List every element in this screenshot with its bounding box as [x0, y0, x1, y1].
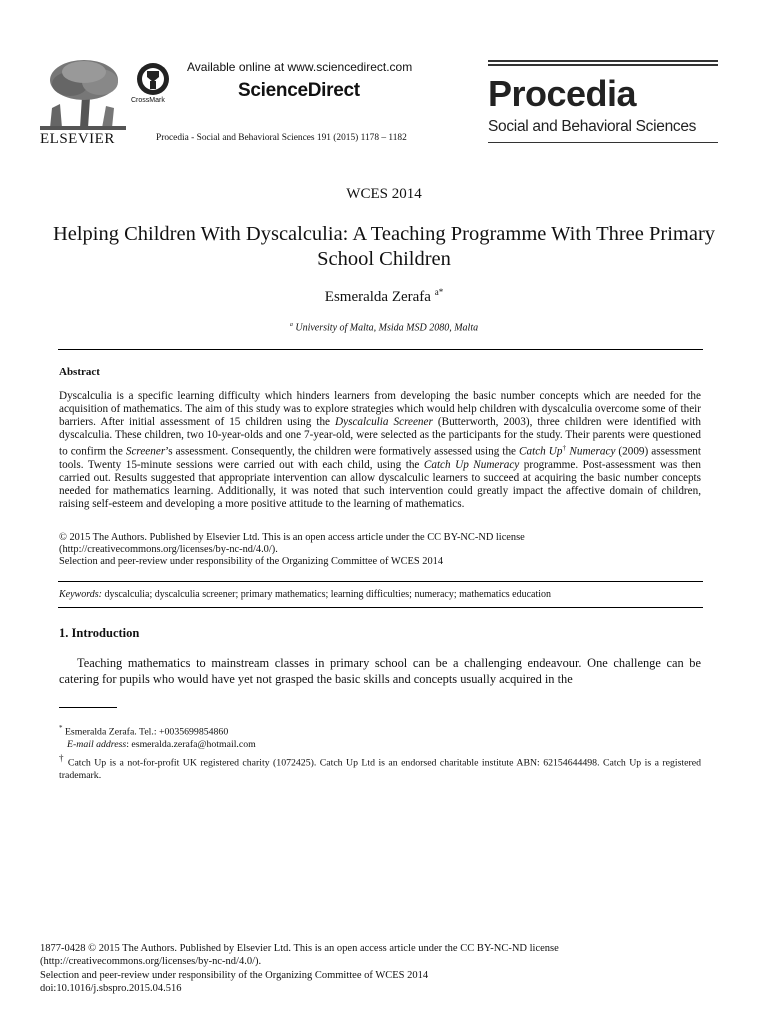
abstract-text-4: (2009) assessment tools. Twenty 15-minute sessions were carried out with each child, using the	[59, 446, 701, 472]
elsevier-wordmark: ELSEVIER	[40, 131, 115, 147]
paper-title: Helping Children With Dyscalculia: A Teaching Programme With Three Primary School Children	[52, 223, 716, 270]
divider-keywords-bottom	[58, 607, 703, 608]
copyright-license-link[interactable]: (http://creativecommons.org/licenses/by-nc-nd/4.0/).	[59, 544, 278, 555]
abstract-text-3: ’s assessment. Consequently, the children were formatively assessed using the	[165, 446, 520, 459]
abstract-screener2-italic: Screener	[125, 446, 166, 459]
footer-doi[interactable]: doi:10.1016/j.sbspro.2015.04.516	[40, 983, 182, 995]
abstract-catchup-italic: Catch Up	[519, 446, 563, 459]
footnote-contact: Esmeralda Zerafa. Tel.: +0035699854860	[62, 726, 229, 738]
logo-rule-bottom	[488, 142, 718, 143]
intro-paragraph: Teaching mathematics to mainstream classes in primary school can be a challenging endeavour. One challenge can be catering for pupils who would have yet not grasped the basic skills and concepts usually acquired in the	[59, 656, 701, 686]
author-name: Esmeralda Zerafa	[324, 289, 435, 305]
footnote-dagger: †	[59, 753, 65, 763]
crossmark-label: CrossMark	[131, 97, 165, 104]
abstract-text-5: programme. Post-assessment was then carried out. Results suggested that appropriate intervention can allow dyscalculic learners to succeed at acquiring the basic number concepts needed for mathematics learning. Additionally, it was noted that such intervention could greatly impact the affective domain of children, raising self-esteem and developing a more positive attitude to the learning of mathematics.	[59, 459, 701, 511]
abstract-copyright	[59, 532, 701, 568]
footnote-catchup	[59, 752, 701, 782]
divider-top	[58, 349, 703, 350]
footer-license-link[interactable]: (http://creativecommons.org/licenses/by-nc-nd/4.0/).	[40, 956, 262, 968]
footnote-rule	[59, 707, 117, 708]
abstract-catchup-dagger: †	[562, 444, 567, 453]
procedia-title: Procedia	[488, 73, 637, 114]
author-mark: a*	[434, 287, 444, 297]
footnote-email-label: E-mail address	[67, 738, 127, 750]
logo-rule-top	[488, 60, 718, 62]
sciencedirect-logo[interactable]: ScienceDirect	[238, 80, 360, 101]
affiliation	[0, 322, 768, 333]
footnote-email[interactable]: : esmeralda.zerafa@hotmail.com	[126, 738, 256, 750]
page-footer	[40, 942, 700, 996]
footnote-star: *	[59, 724, 63, 732]
author-line	[0, 287, 768, 306]
divider-keywords-top	[58, 581, 703, 582]
procedia-subtitle: Social and Behavioral Sciences	[488, 118, 697, 135]
abstract-catchup-numeracy-italic: Catch Up Numeracy	[423, 459, 520, 472]
abstract-heading: Abstract	[59, 366, 100, 378]
footer-review-line: Selection and peer-review under responsibility of the Organizing Committee of WCES 2014	[40, 969, 429, 981]
abstract-body	[59, 390, 701, 512]
abstract-numeracy-italic: Numeracy	[566, 446, 616, 459]
intro-heading: 1. Introduction	[59, 626, 140, 640]
conference-name: WCES 2014	[346, 186, 422, 202]
footnote-corresponding	[59, 722, 701, 751]
elsevier-tree-logo	[40, 58, 126, 130]
affiliation-mark: a	[289, 322, 293, 328]
journal-citation: Procedia - Social and Behavioral Sciences 191 (2015) 1178 – 1182	[156, 133, 407, 143]
keywords	[59, 589, 551, 600]
abstract-text-2: (Butterworth, 2003), three children were identified with dyscalculia. These children, two 10-year-olds and one 7-year-old, were selected as the participants for the study. Their parents were questioned to confirm the	[59, 416, 702, 459]
footnote-catchup-text: Catch Up is a not-for-profit UK registered charity (1072425). Catch Up Ltd is an endorsed charitable institute ABN: 62154644498. Catch Up is a registered trademark.	[59, 757, 701, 782]
keywords-label: Keywords:	[59, 589, 102, 600]
keywords-text: dyscalculia; dyscalculia screener; primary mathematics; learning difficulties; numeracy; mathematics education	[101, 589, 552, 600]
abstract-text-1: Dyscalculia is a specific learning difficulty which hinders learners from developing the basic number concepts which are needed for the acquisition of mathematics. The aim of this study was to explore strategies which would help children with dyscalculia overcome some of their barriers. After initial assessment of 15 children using the	[59, 390, 701, 429]
logo-rule-top-2	[488, 64, 718, 66]
affiliation-text: University of Malta, Msida MSD 2080, Malta	[292, 322, 479, 334]
footnote-email-line	[59, 739, 701, 752]
copyright-line-3: Selection and peer-review under responsibility of the Organizing Committee of WCES 2014	[59, 556, 444, 567]
procedia-logo	[488, 60, 718, 143]
available-online-text: Available online at www.sciencedirect.com	[187, 60, 413, 74]
abstract-screener-italic: Dyscalculia Screener	[335, 416, 433, 429]
footer-issn-line: 1877-0428 © 2015 The Authors. Published by Elsevier Ltd. This is an open access article under the CC BY-NC-ND license	[40, 943, 559, 954]
crossmark-icon[interactable]	[136, 62, 170, 96]
copyright-line-1: © 2015 The Authors. Published by Elsevier Ltd. This is an open access article under the CC BY-NC-ND license	[59, 532, 525, 543]
footnote-contact-line	[59, 722, 701, 739]
